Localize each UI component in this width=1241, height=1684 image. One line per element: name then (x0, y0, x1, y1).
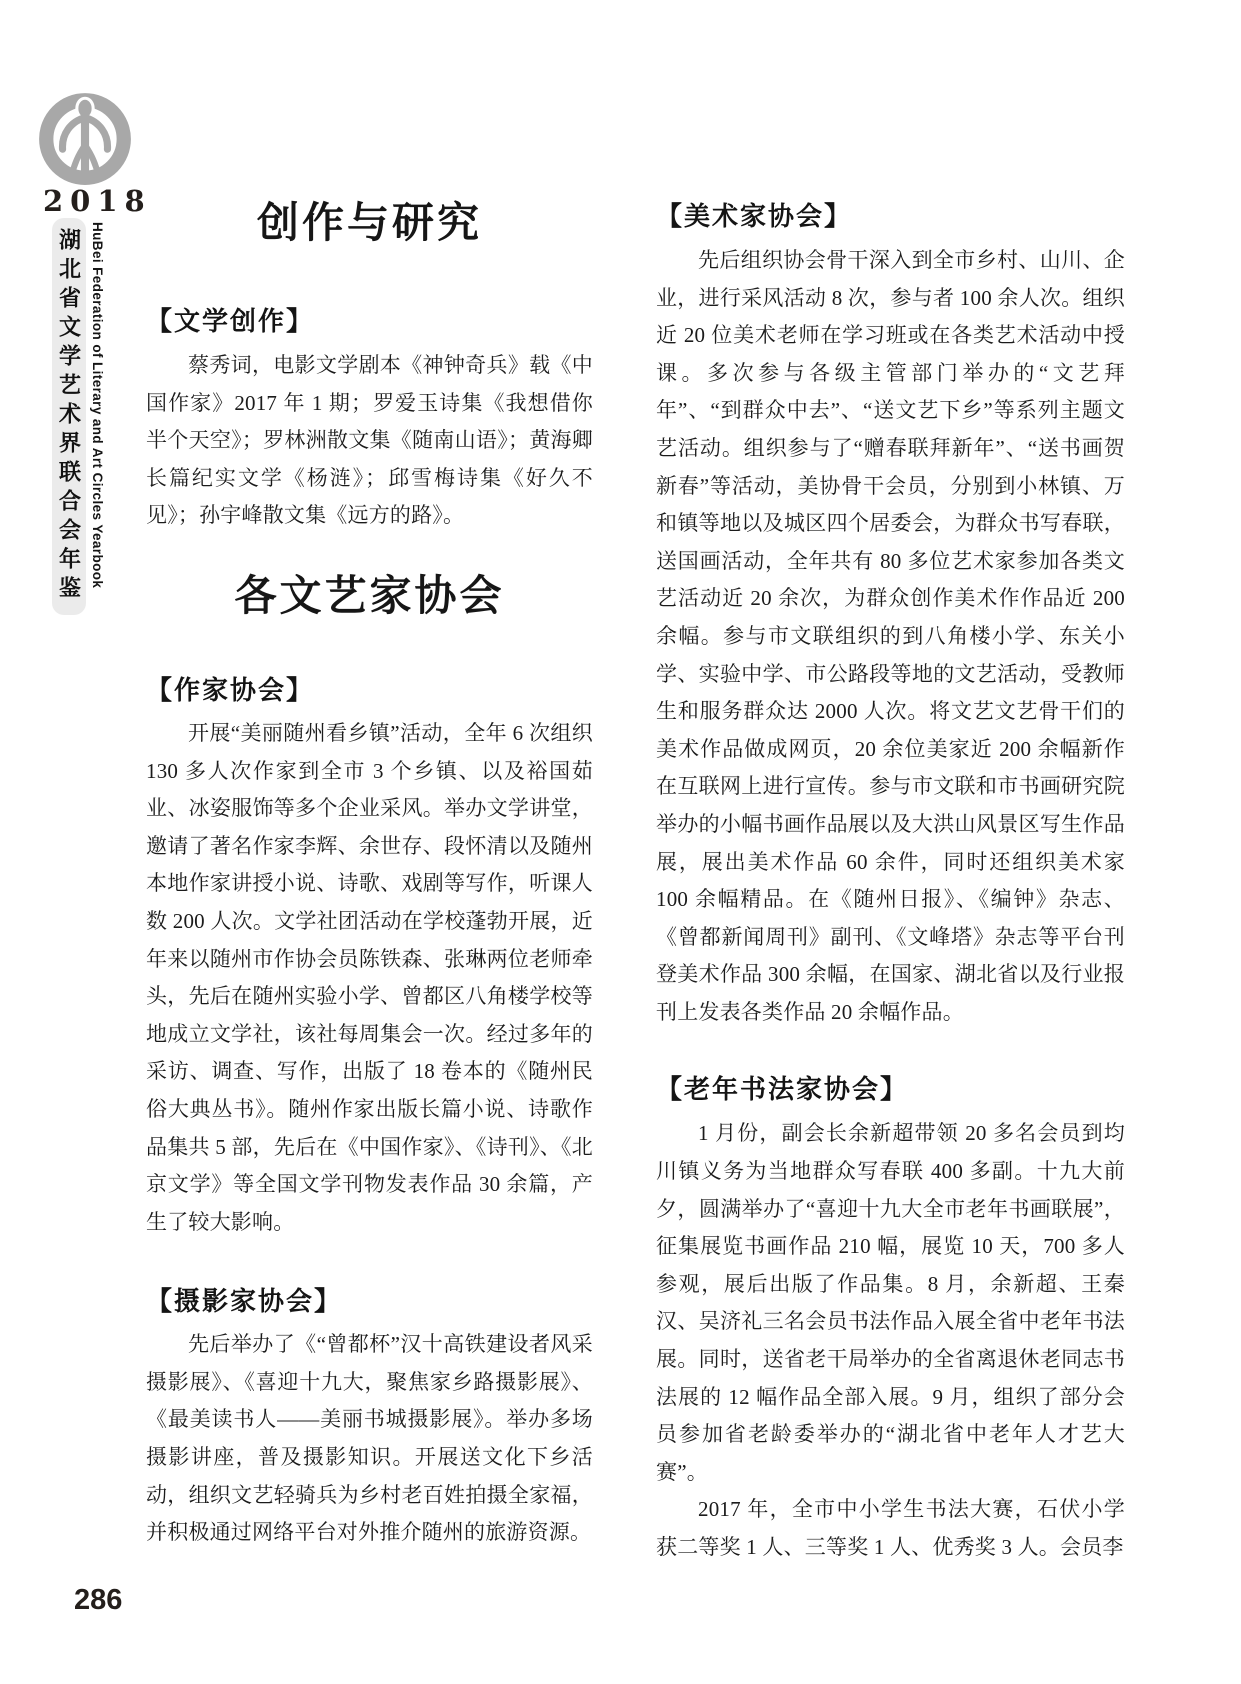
sidebar-title-chinese (52, 218, 86, 615)
section-header-literature: 【文学创作】 (146, 306, 315, 336)
left-column (146, 190, 593, 1552)
section-header-artists-association: 【美术家协会】 (656, 201, 853, 231)
paragraph-senior-calligraphers-1: 1 月份，副会长余新超带领 20 多名会员到均川镇义务为当地群众写春联 400 多副。十九大前夕，圆满举办了“喜迎十九大全市老年书画联展”，征集展览书画作品 210 幅，展览 10 天，700 多人参观，展后出版了作品集。8 月，余新超、王秦汉、吴济礼三名会员书法作品入展全省中老年书法展。同时，送省老干局举办的全省离退休老同志书法展的 12 幅作品全部入展。9 月，组织了部分会员参加省老龄委举办的“湖北省中老年人才艺大赛”。 (656, 1121, 1125, 1484)
paragraph-writers-association: 开展“美丽随州看乡镇”活动，全年 6 次组织 130 多人次作家到全市 3 个乡镇、以及裕国茹业、冰姿服饰等多个企业采风。举办文学讲堂，邀请了著名作家李辉、余世存、段怀清以及随州本地作家讲授小说、诗歌、戏剧等写作，听课人数 200 人次。文学社团活动在学校蓬勃开展，近年来以随州市作协会员陈铁森、张琳两位老师牵头，先后在随州实验小学、曾都区八角楼学校等地成立文学社，该社每周集会一次。经过多年的采访、调查、写作，出版了 18 卷本的《随州民俗大典丛书》。随州作家出版长篇小说、诗歌作品集共 5 部，先后在《中国作家》、《诗刊》、《北京文学》等全国文学刊物发表作品 30 余篇，产生了较大影响。 (146, 720, 593, 1234)
paragraph-artists-association: 先后组织协会骨干深入到全市乡村、山川、企业，进行采风活动 8 次，参与者 100 余人次。组织近 20 位美术老师在学习班或在各类艺术活动中授课。多次参与各级主管部门举办的“文艺拜年”、“到群众中去”、“送文艺下乡”等系列主题文艺活动。组织参与了“赠春联拜新年”、“送书画贺新春”等活动，美协骨干会员，分别到小林镇、万和镇等地以及城区四个居委会，为群众书写春联，送国画活动，全年共有 80 多位艺术家参加各类文艺活动近 20 余次，为群众创作美术作作品近 200 余幅。参与市文联组织的到八角楼小学、东关小学、实验中学、市公路段等地的文艺活动，受教师生和服务群众达 2000 人次。将文艺文艺骨干们的美术作品做成网页，20 余位美家近 200 余幅新作在互联网上进行宣传。参与市文联和市书画研究院举办的小幅书画作品展以及大洪山风景区写生作品展，展出美术作品 60 余件，同时还组织美术家 100 余幅精品。在《随州日报》、《编钟》杂志、《曾都新闻周刊》副刊、《文峰塔》杂志等平台刊登美术作品 300 余幅，在国家、湖北省以及行业报刊上发表各类作品 20 余幅作品。 (656, 248, 1125, 1024)
page-number: 286 (74, 1584, 123, 1616)
paragraph-senior-calligraphers-2: 2017 年，全市中小学生书法大赛，石伏小学获二等奖 1 人、三等奖 1 人、优秀奖 3 人。会员李 (656, 1497, 1125, 1559)
section-header-senior-calligraphers-association: 【老年书法家协会】 (656, 1074, 909, 1105)
federation-logo-icon (34, 86, 136, 188)
sidebar-title-chinese-text: 湖北省文学艺术界联合会年鉴 (56, 228, 82, 605)
paragraph-photographers-association: 先后举办了《“曾都杯”汉十高铁建设者风采摄影展》、《喜迎十九大，聚焦家乡路摄影展》、《最美读书人——美丽书城摄影展》。举办多场摄影讲座，普及摄影知识。开展送文化下乡活动，组织文艺轻骑兵为乡村老百姓拍摄全家福，并积极通过网络平台对外推介随州的旅游资源。 (146, 1332, 593, 1545)
year-label: 2018 (43, 184, 152, 218)
right-column (656, 196, 1125, 1567)
page-title-creation-research: 创作与研究 (256, 199, 482, 246)
section-header-photographers-association: 【摄影家协会】 (146, 1286, 343, 1317)
page-title-associations: 各文艺家协会 (234, 571, 505, 619)
sidebar-title-english: HuBei Federation of Literary and Art Circles Yearbook (90, 222, 105, 589)
paragraph-literature: 蔡秀词，电影文学剧本《神钟奇兵》载《中国作家》2017 年 1 期；罗爱玉诗集《我想借你半个天空》；罗林洲散文集《随南山语》；黄海卿长篇纪实文学《杨涟》；邱雪梅诗集《好久不见》；孙宇峰散文集《远方的路》。 (146, 353, 593, 528)
section-header-writers-association: 【作家协会】 (146, 674, 315, 705)
